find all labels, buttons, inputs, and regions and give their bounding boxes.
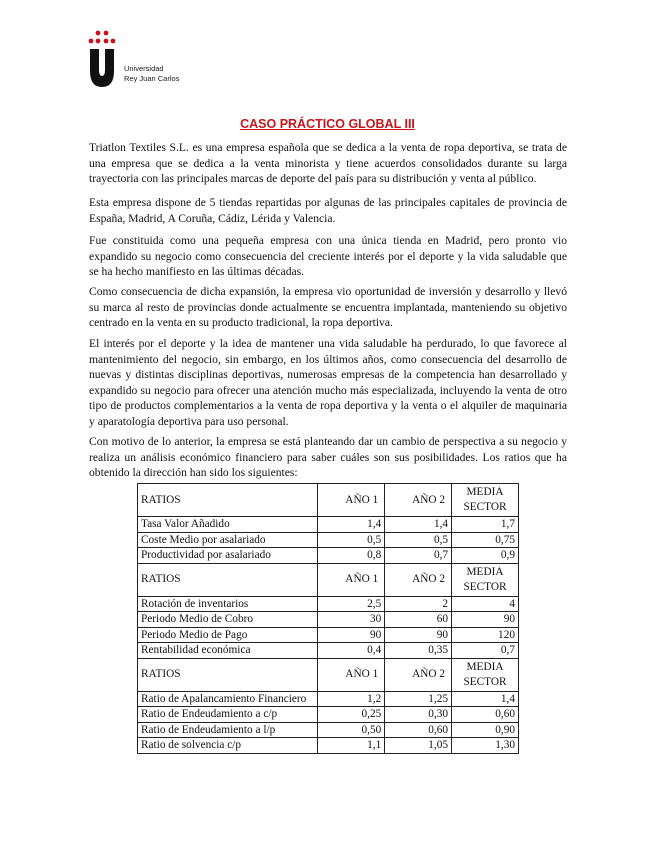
year-2-value: 0,60	[385, 722, 452, 738]
year-1-value: 1,1	[318, 738, 385, 754]
paragraph-4: Como consecuencia de dicha expansión, la empresa vio oportunidad de inversión y desarrollo y llevó su marca al resto de provincias donde actualmente se encuentra implantada, manteniendo su objetivo centrado en la venta en su producto tradicional, la ropa deportiva.	[89, 285, 567, 329]
paragraph-1: Triatlon Textiles S.L. es una empresa española que se dedica a la venta de ropa deportiva, se trata de una empresa que se dedica a la venta minorista y tiene acuerdos consolidados durante su larga trayectoria con las principales marcas de deporte del país para su distribución y venta al público.	[89, 141, 567, 185]
header-sector-average: MEDIA SECTOR	[452, 563, 519, 596]
year-2-value: 1,05	[385, 738, 452, 754]
table-row	[138, 707, 519, 723]
table-row	[138, 612, 519, 628]
sector-value: 4	[452, 596, 519, 612]
table-row	[138, 548, 519, 564]
ratio-name: Periodo Medio de Cobro	[138, 612, 318, 628]
table-row	[138, 691, 519, 707]
year-1-value: 90	[318, 627, 385, 643]
year-1-value: 0,4	[318, 643, 385, 659]
table-header-row	[138, 484, 519, 517]
header-year-2: AÑO 2	[385, 658, 452, 691]
sector-value: 1,7	[452, 517, 519, 533]
university-name	[124, 64, 179, 84]
sector-value: 120	[452, 627, 519, 643]
crown-icon	[89, 31, 116, 44]
ratio-name: Productividad por asalariado	[138, 548, 318, 564]
ratio-name: Ratio de Apalancamiento Financiero	[138, 691, 318, 707]
year-2-value: 2	[385, 596, 452, 612]
sector-value: 0,7	[452, 643, 519, 659]
ratio-name: Rentabilidad económica	[138, 643, 318, 659]
table-row	[138, 627, 519, 643]
header-ratios: RATIOS	[138, 658, 318, 691]
year-1-value: 1,4	[318, 517, 385, 533]
table-header-row	[138, 658, 519, 691]
year-1-value: 2,5	[318, 596, 385, 612]
header-year-2: AÑO 2	[385, 484, 452, 517]
year-2-value: 0,7	[385, 548, 452, 564]
header-year-2: AÑO 2	[385, 563, 452, 596]
paragraph-2: Esta empresa dispone de 5 tiendas repartidas por algunas de las principales capitales de provincia de España, Madrid, A Coruña, Cádiz, Lérida y Valencia.	[89, 196, 567, 225]
sector-value: 0,90	[452, 722, 519, 738]
ratio-name: Coste Medio por asalariado	[138, 532, 318, 548]
ratio-name: Periodo Medio de Pago	[138, 627, 318, 643]
year-2-value: 60	[385, 612, 452, 628]
paragraph-3: Fue constituida como una pequeña empresa con una única tienda en Madrid, pero pronto vio expandido su negocio como consecuencia del creciente interés por el deporte y la vida saludable que se ha hecho manifiesto en las últimas décadas.	[89, 234, 567, 278]
header-sector-average: MEDIA SECTOR	[452, 484, 519, 517]
logo-line-2: Rey Juan Carlos	[124, 74, 180, 83]
year-1-value: 30	[318, 612, 385, 628]
year-1-value: 1,2	[318, 691, 385, 707]
table-row	[138, 643, 519, 659]
ratio-name: Rotación de inventarios	[138, 596, 318, 612]
sector-value: 1,30	[452, 738, 519, 754]
table-row	[138, 517, 519, 533]
ratio-name: Ratio de Endeudamiento a l/p	[138, 722, 318, 738]
header-ratios: RATIOS	[138, 484, 318, 517]
ratio-name: Tasa Valor Añadido	[138, 517, 318, 533]
table-row	[138, 738, 519, 754]
year-1-value: 0,8	[318, 548, 385, 564]
sector-value: 0,75	[452, 532, 519, 548]
sector-value: 0,60	[452, 707, 519, 723]
year-2-value: 90	[385, 627, 452, 643]
header-sector-average: MEDIA SECTOR	[452, 658, 519, 691]
header-year-1: AÑO 1	[318, 658, 385, 691]
sector-value: 90	[452, 612, 519, 628]
year-2-value: 0,35	[385, 643, 452, 659]
sector-value: 1,4	[452, 691, 519, 707]
ratio-name: Ratio de solvencia c/p	[138, 738, 318, 754]
header-year-1: AÑO 1	[318, 563, 385, 596]
logo-line-1: Universidad	[124, 64, 164, 73]
ratio-name: Ratio de Endeudamiento a c/p	[138, 707, 318, 723]
year-1-value: 0,5	[318, 532, 385, 548]
table-row	[138, 596, 519, 612]
year-1-value: 0,50	[318, 722, 385, 738]
sector-value: 0,9	[452, 548, 519, 564]
year-2-value: 0,5	[385, 532, 452, 548]
paragraph-6: Con motivo de lo anterior, la empresa se está planteando dar un cambio de perspectiva a su negocio y realiza un análisis económico financiero para saber cuáles son sus posibilidades. Los ratios que ha obtenido la dirección han sido los siguientes:	[89, 435, 567, 479]
header-year-1: AÑO 1	[318, 484, 385, 517]
page-title: CASO PRÁCTICO GLOBAL III	[240, 117, 415, 131]
year-2-value: 1,4	[385, 517, 452, 533]
table-header-row	[138, 563, 519, 596]
year-1-value: 0,25	[318, 707, 385, 723]
paragraph-5: El interés por el deporte y la idea de mantener una vida saludable ha perdurado, lo que favorece al mantenimiento del negocio, sin embargo, en los últimos años, como consecuencia del desarrollo de nuevas y distintas disciplinas deportivas, numerosas empresas de la competencia han desarrollado y expandido su negocio para ofrecer una atención mucho más especializada, incluyendo la venta de otro tipo de productos complementarios a la venta de ropa deportiva y la venta o el alquiler de maquinaria y aparatología deportiva para uso personal.	[89, 337, 567, 428]
table-row	[138, 532, 519, 548]
header-ratios: RATIOS	[138, 563, 318, 596]
u-letter-icon	[90, 49, 114, 87]
year-2-value: 0,30	[385, 707, 452, 723]
table-row	[138, 722, 519, 738]
year-2-value: 1,25	[385, 691, 452, 707]
ratios-table	[137, 483, 519, 754]
